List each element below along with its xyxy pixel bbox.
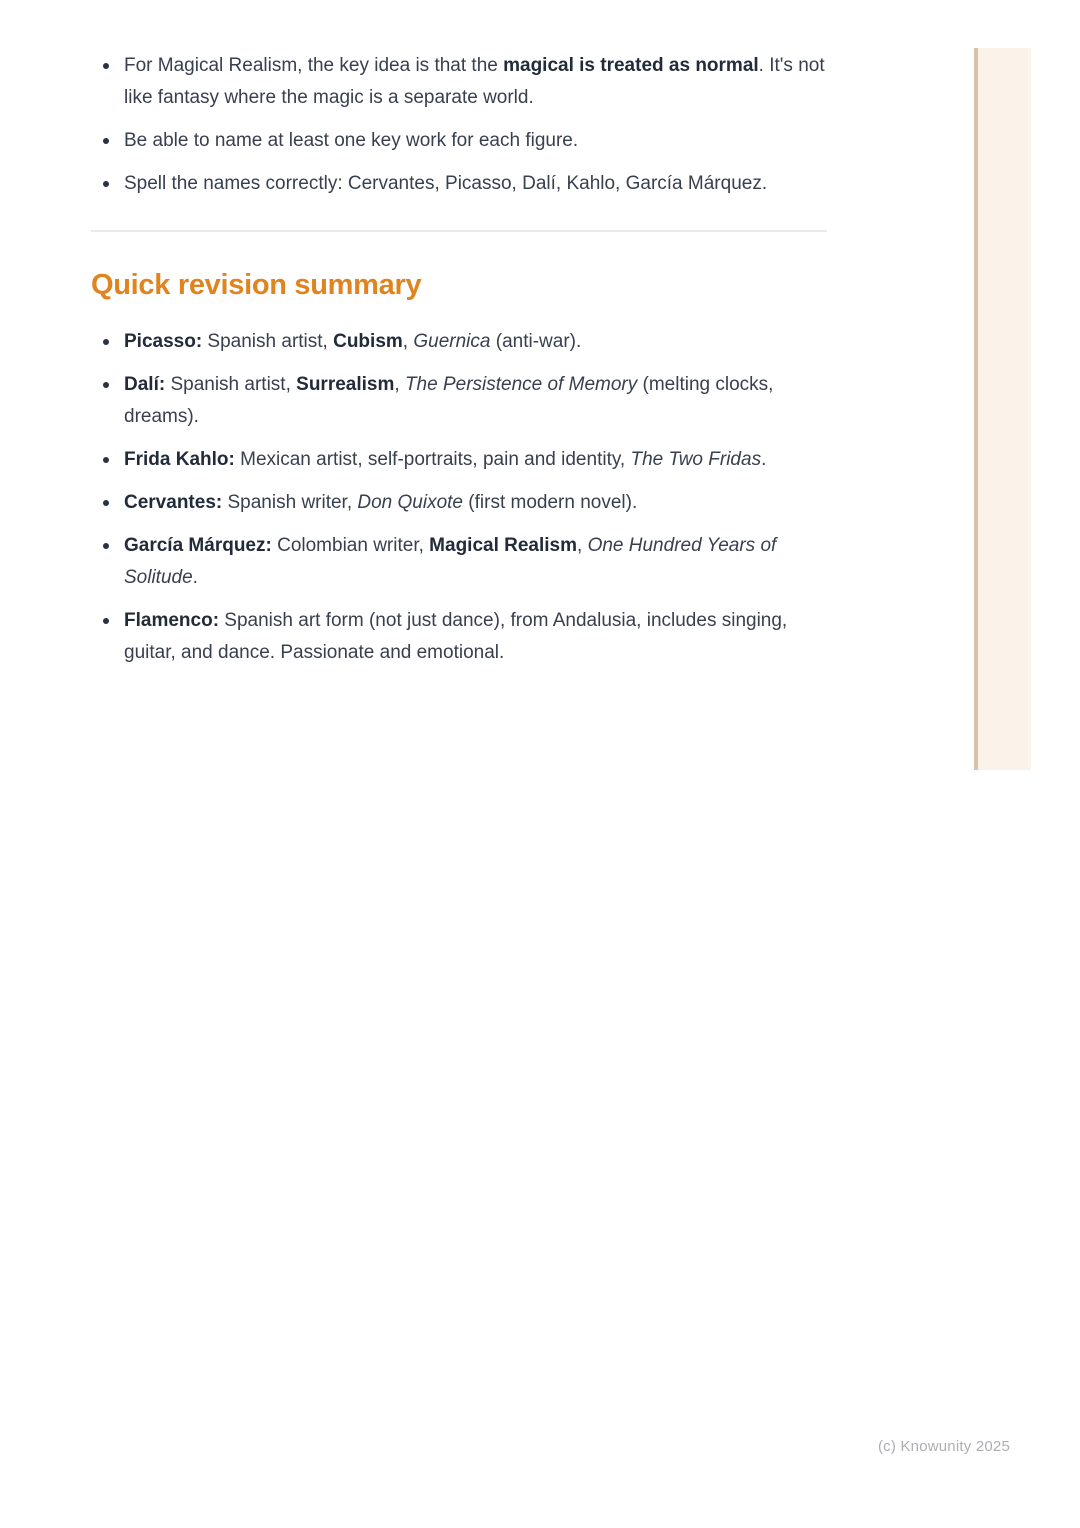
next-page-edge[interactable]	[974, 48, 1031, 770]
bullet-icon	[103, 181, 109, 187]
bullet-icon	[103, 138, 109, 144]
list-item	[91, 125, 827, 157]
list-item-text: García Márquez: Colombian writer, Magical Realism, One Hundred Years of Solitude.	[124, 535, 777, 588]
bullet-icon	[103, 543, 109, 549]
bullet-icon	[103, 382, 109, 388]
section-divider	[91, 230, 827, 232]
list-item	[91, 487, 827, 519]
bullet-icon	[103, 500, 109, 506]
list-item-text: Frida Kahlo: Mexican artist, self-portraits, pain and identity, The Two Fridas.	[124, 449, 767, 470]
list-item-text: Spell the names correctly: Cervantes, Picasso, Dalí, Kahlo, García Márquez.	[124, 173, 768, 194]
bullet-icon	[103, 457, 109, 463]
list-item-text: Cervantes: Spanish writer, Don Quixote (first modern novel).	[124, 492, 638, 513]
list-item	[91, 326, 827, 358]
section-heading: Quick revision summary	[91, 269, 422, 301]
list-item-text: Be able to name at least one key work for each figure.	[124, 130, 579, 151]
list-item-text: Picasso: Spanish artist, Cubism, Guernica (anti-war).	[124, 331, 582, 352]
copyright-text: (c) Knowunity 2025	[877, 1438, 1010, 1455]
bullet-icon	[103, 63, 109, 69]
list-item	[91, 444, 827, 476]
revision-summary-list	[91, 326, 827, 669]
list-item	[91, 50, 827, 114]
document-content	[91, 0, 827, 669]
list-item	[91, 605, 827, 669]
list-item	[91, 530, 827, 594]
top-notes-list	[91, 50, 827, 200]
list-item	[91, 168, 827, 200]
list-item	[91, 369, 827, 433]
list-item-text: Flamenco: Spanish art form (not just dance), from Andalusia, includes singing, guitar, and dance. Passionate and emotional.	[124, 610, 788, 663]
list-item-text: Dalí: Spanish artist, Surrealism, The Persistence of Memory (melting clocks, dreams).	[124, 374, 774, 427]
bullet-icon	[103, 618, 109, 624]
bullet-icon	[103, 339, 109, 345]
list-item-text: For Magical Realism, the key idea is that the magical is treated as normal. It's not like fantasy where the magic is a separate world.	[124, 55, 825, 108]
